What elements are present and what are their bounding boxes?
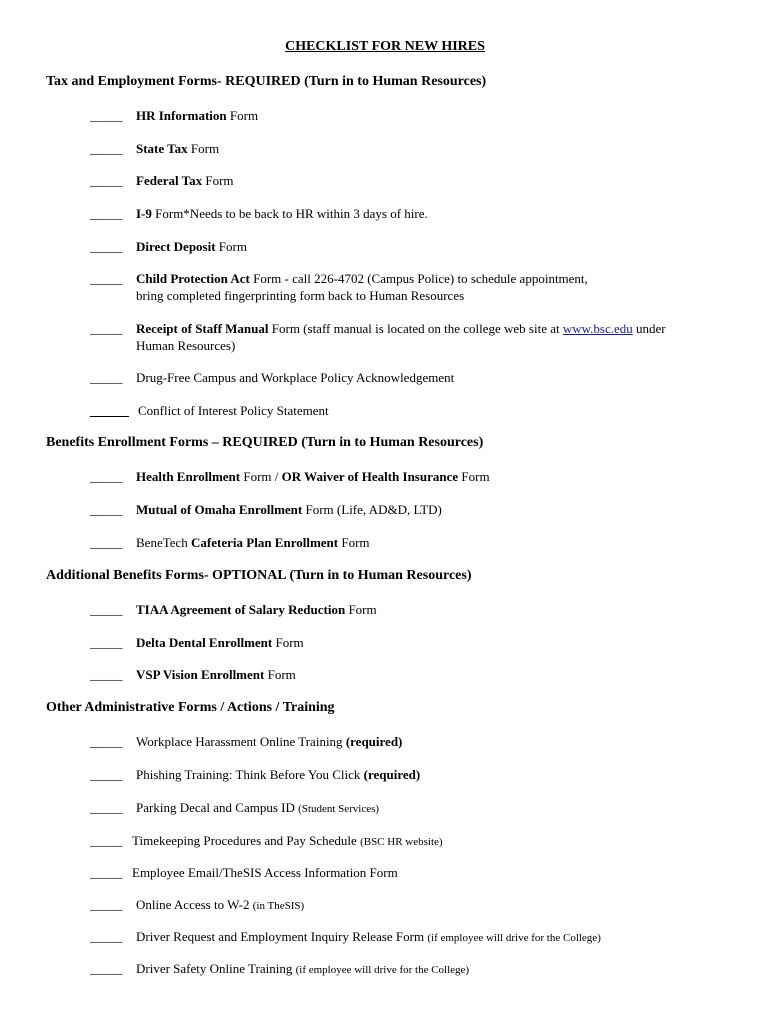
item-text: Form (staff manual is located on the college web site at bbox=[268, 321, 563, 336]
checklist-item-conflict-of-interest bbox=[90, 402, 329, 419]
page-title: CHECKLIST FOR NEW HIRES bbox=[285, 39, 485, 54]
blank-line: _____ bbox=[90, 833, 123, 848]
checklist-item-drug-free bbox=[90, 369, 454, 386]
item-note: (Student Services) bbox=[298, 803, 380, 815]
section-heading-tax: Tax and Employment Forms- REQUIRED (Turn in to Human Resources) bbox=[46, 74, 487, 89]
blank-line: _____ bbox=[90, 897, 123, 912]
checklist-item-health-enrollment bbox=[90, 468, 490, 485]
item-bold: VSP Vision Enrollment bbox=[136, 667, 265, 682]
checklist-item-w2 bbox=[90, 896, 304, 915]
item-bold: OR Waiver of Health Insurance bbox=[281, 469, 459, 484]
item-text: Phishing Training: Think Before You Click bbox=[136, 767, 364, 782]
item-bold: Delta Dental Enrollment bbox=[136, 635, 273, 650]
blank-line: _____ bbox=[90, 667, 123, 682]
item-text: Drug-Free Campus and Workplace Policy Acknowledgement bbox=[136, 370, 455, 385]
item-note: (if employee will drive for the College) bbox=[427, 932, 601, 944]
checklist-item-i9 bbox=[90, 205, 428, 222]
item-text: Parking Decal and Campus ID bbox=[136, 800, 299, 815]
item-note: (in TheSIS) bbox=[252, 900, 305, 912]
blank-line: _____ bbox=[90, 535, 123, 550]
blank-line: _____ bbox=[90, 961, 123, 976]
checklist-item-phishing-training bbox=[90, 766, 420, 783]
blank-line: _____ bbox=[90, 734, 123, 749]
blank-line: _____ bbox=[90, 800, 123, 815]
blank-line: _____ bbox=[90, 271, 123, 286]
item-text: Form / bbox=[240, 469, 282, 484]
item-bold: HR Information bbox=[136, 108, 227, 123]
item-text: Online Access to W-2 bbox=[136, 897, 253, 912]
checklist-item-delta-dental bbox=[90, 634, 304, 651]
checklist-item-harassment-training bbox=[90, 733, 402, 750]
checklist-item-direct-deposit bbox=[90, 238, 247, 255]
item-text: Form*Needs to be back to HR within 3 days of hire. bbox=[151, 206, 428, 221]
item-text: Form bbox=[226, 108, 259, 123]
item-bold: Cafeteria Plan Enrollment bbox=[191, 535, 339, 550]
item-text: Conflict of Interest Policy Statement bbox=[138, 403, 329, 418]
college-website-link[interactable]: www.bsc.edu bbox=[562, 321, 633, 336]
section-heading-admin: Other Administrative Forms / Actions / Training bbox=[46, 700, 335, 715]
checklist-item-mutual-of-omaha bbox=[90, 501, 442, 518]
section-heading-additional: Additional Benefits Forms- OPTIONAL (Turn in to Human Resources) bbox=[46, 568, 472, 583]
section-heading-benefits: Benefits Enrollment Forms – REQUIRED (Turn in to Human Resources) bbox=[46, 435, 484, 450]
checklist-item-child-protection bbox=[90, 270, 588, 304]
item-note: (if employee will drive for the College) bbox=[295, 964, 470, 976]
checklist-item-state-tax bbox=[90, 140, 219, 157]
item-text: Form bbox=[345, 602, 377, 617]
item-text: Form bbox=[272, 635, 304, 650]
checklist-item-staff-manual bbox=[90, 320, 666, 354]
blank-line: _____ bbox=[90, 865, 123, 880]
item-bold: Health Enrollment bbox=[136, 469, 241, 484]
checklist-item-federal-tax bbox=[90, 172, 234, 189]
item-text: Employee Email/TheSIS Access Information Form bbox=[132, 865, 398, 880]
checklist-item-benetech bbox=[90, 534, 370, 551]
blank-line: _____ bbox=[90, 602, 123, 617]
blank-line: _____ bbox=[90, 469, 123, 484]
item-text: Form bbox=[264, 667, 296, 682]
blank-line: _____ bbox=[90, 173, 123, 188]
blank-line: _____ bbox=[90, 370, 123, 385]
item-bold: Mutual of Omaha Enrollment bbox=[136, 502, 303, 517]
blank-line: _____ bbox=[90, 239, 123, 254]
item-text: BeneTech bbox=[136, 535, 192, 550]
item-text: Form - call 226-4702 (Campus Police) to schedule appointment, bbox=[249, 271, 588, 286]
blank-line: ______ bbox=[90, 403, 129, 418]
item-text-line2: Human Resources) bbox=[136, 338, 236, 353]
item-bold: Receipt of Staff Manual bbox=[136, 321, 269, 336]
item-bold: I-9 bbox=[136, 206, 152, 221]
checklist-item-tiaa bbox=[90, 601, 377, 618]
blank-line: _____ bbox=[90, 321, 123, 336]
checklist-item-vsp-vision bbox=[90, 666, 296, 683]
item-bold: Federal Tax bbox=[136, 173, 203, 188]
item-bold: State Tax bbox=[136, 141, 188, 156]
item-text: Timekeeping Procedures and Pay Schedule bbox=[132, 833, 361, 848]
blank-line: _____ bbox=[90, 635, 123, 650]
blank-line: _____ bbox=[90, 206, 123, 221]
checklist-item-employee-email bbox=[90, 864, 398, 881]
item-bold: TIAA Agreement of Salary Reduction bbox=[136, 602, 346, 617]
item-text: under bbox=[632, 321, 666, 336]
item-bold: (required) bbox=[345, 734, 403, 749]
checklist-item-hr-information bbox=[90, 107, 258, 124]
item-text: Form bbox=[458, 469, 490, 484]
item-text-line2: bring completed fingerprinting form back to Human Resources bbox=[136, 288, 465, 303]
blank-line: _____ bbox=[90, 502, 123, 517]
item-text: Form bbox=[338, 535, 370, 550]
checklist-item-driver-safety bbox=[90, 960, 469, 979]
item-text: Form bbox=[202, 173, 234, 188]
item-text: Driver Safety Online Training bbox=[136, 961, 296, 976]
blank-line: _____ bbox=[90, 767, 123, 782]
item-text: Form bbox=[187, 141, 220, 156]
checklist-item-driver-request bbox=[90, 928, 601, 947]
item-text: Form (Life, AD&D, LTD) bbox=[302, 502, 442, 517]
item-note: (BSC HR website) bbox=[360, 836, 443, 848]
blank-line: _____ bbox=[90, 929, 123, 944]
blank-line: _____ bbox=[90, 141, 123, 156]
blank-line: _____ bbox=[90, 108, 123, 123]
item-bold: Child Protection Act bbox=[136, 271, 250, 286]
item-text: Workplace Harassment Online Training bbox=[136, 734, 346, 749]
checklist-item-parking-decal bbox=[90, 799, 379, 818]
item-bold: Direct Deposit bbox=[136, 239, 216, 254]
item-text: Form bbox=[215, 239, 247, 254]
checklist-item-timekeeping bbox=[90, 832, 443, 851]
item-bold: (required) bbox=[363, 767, 421, 782]
item-text: Driver Request and Employment Inquiry Release Form bbox=[136, 929, 428, 944]
